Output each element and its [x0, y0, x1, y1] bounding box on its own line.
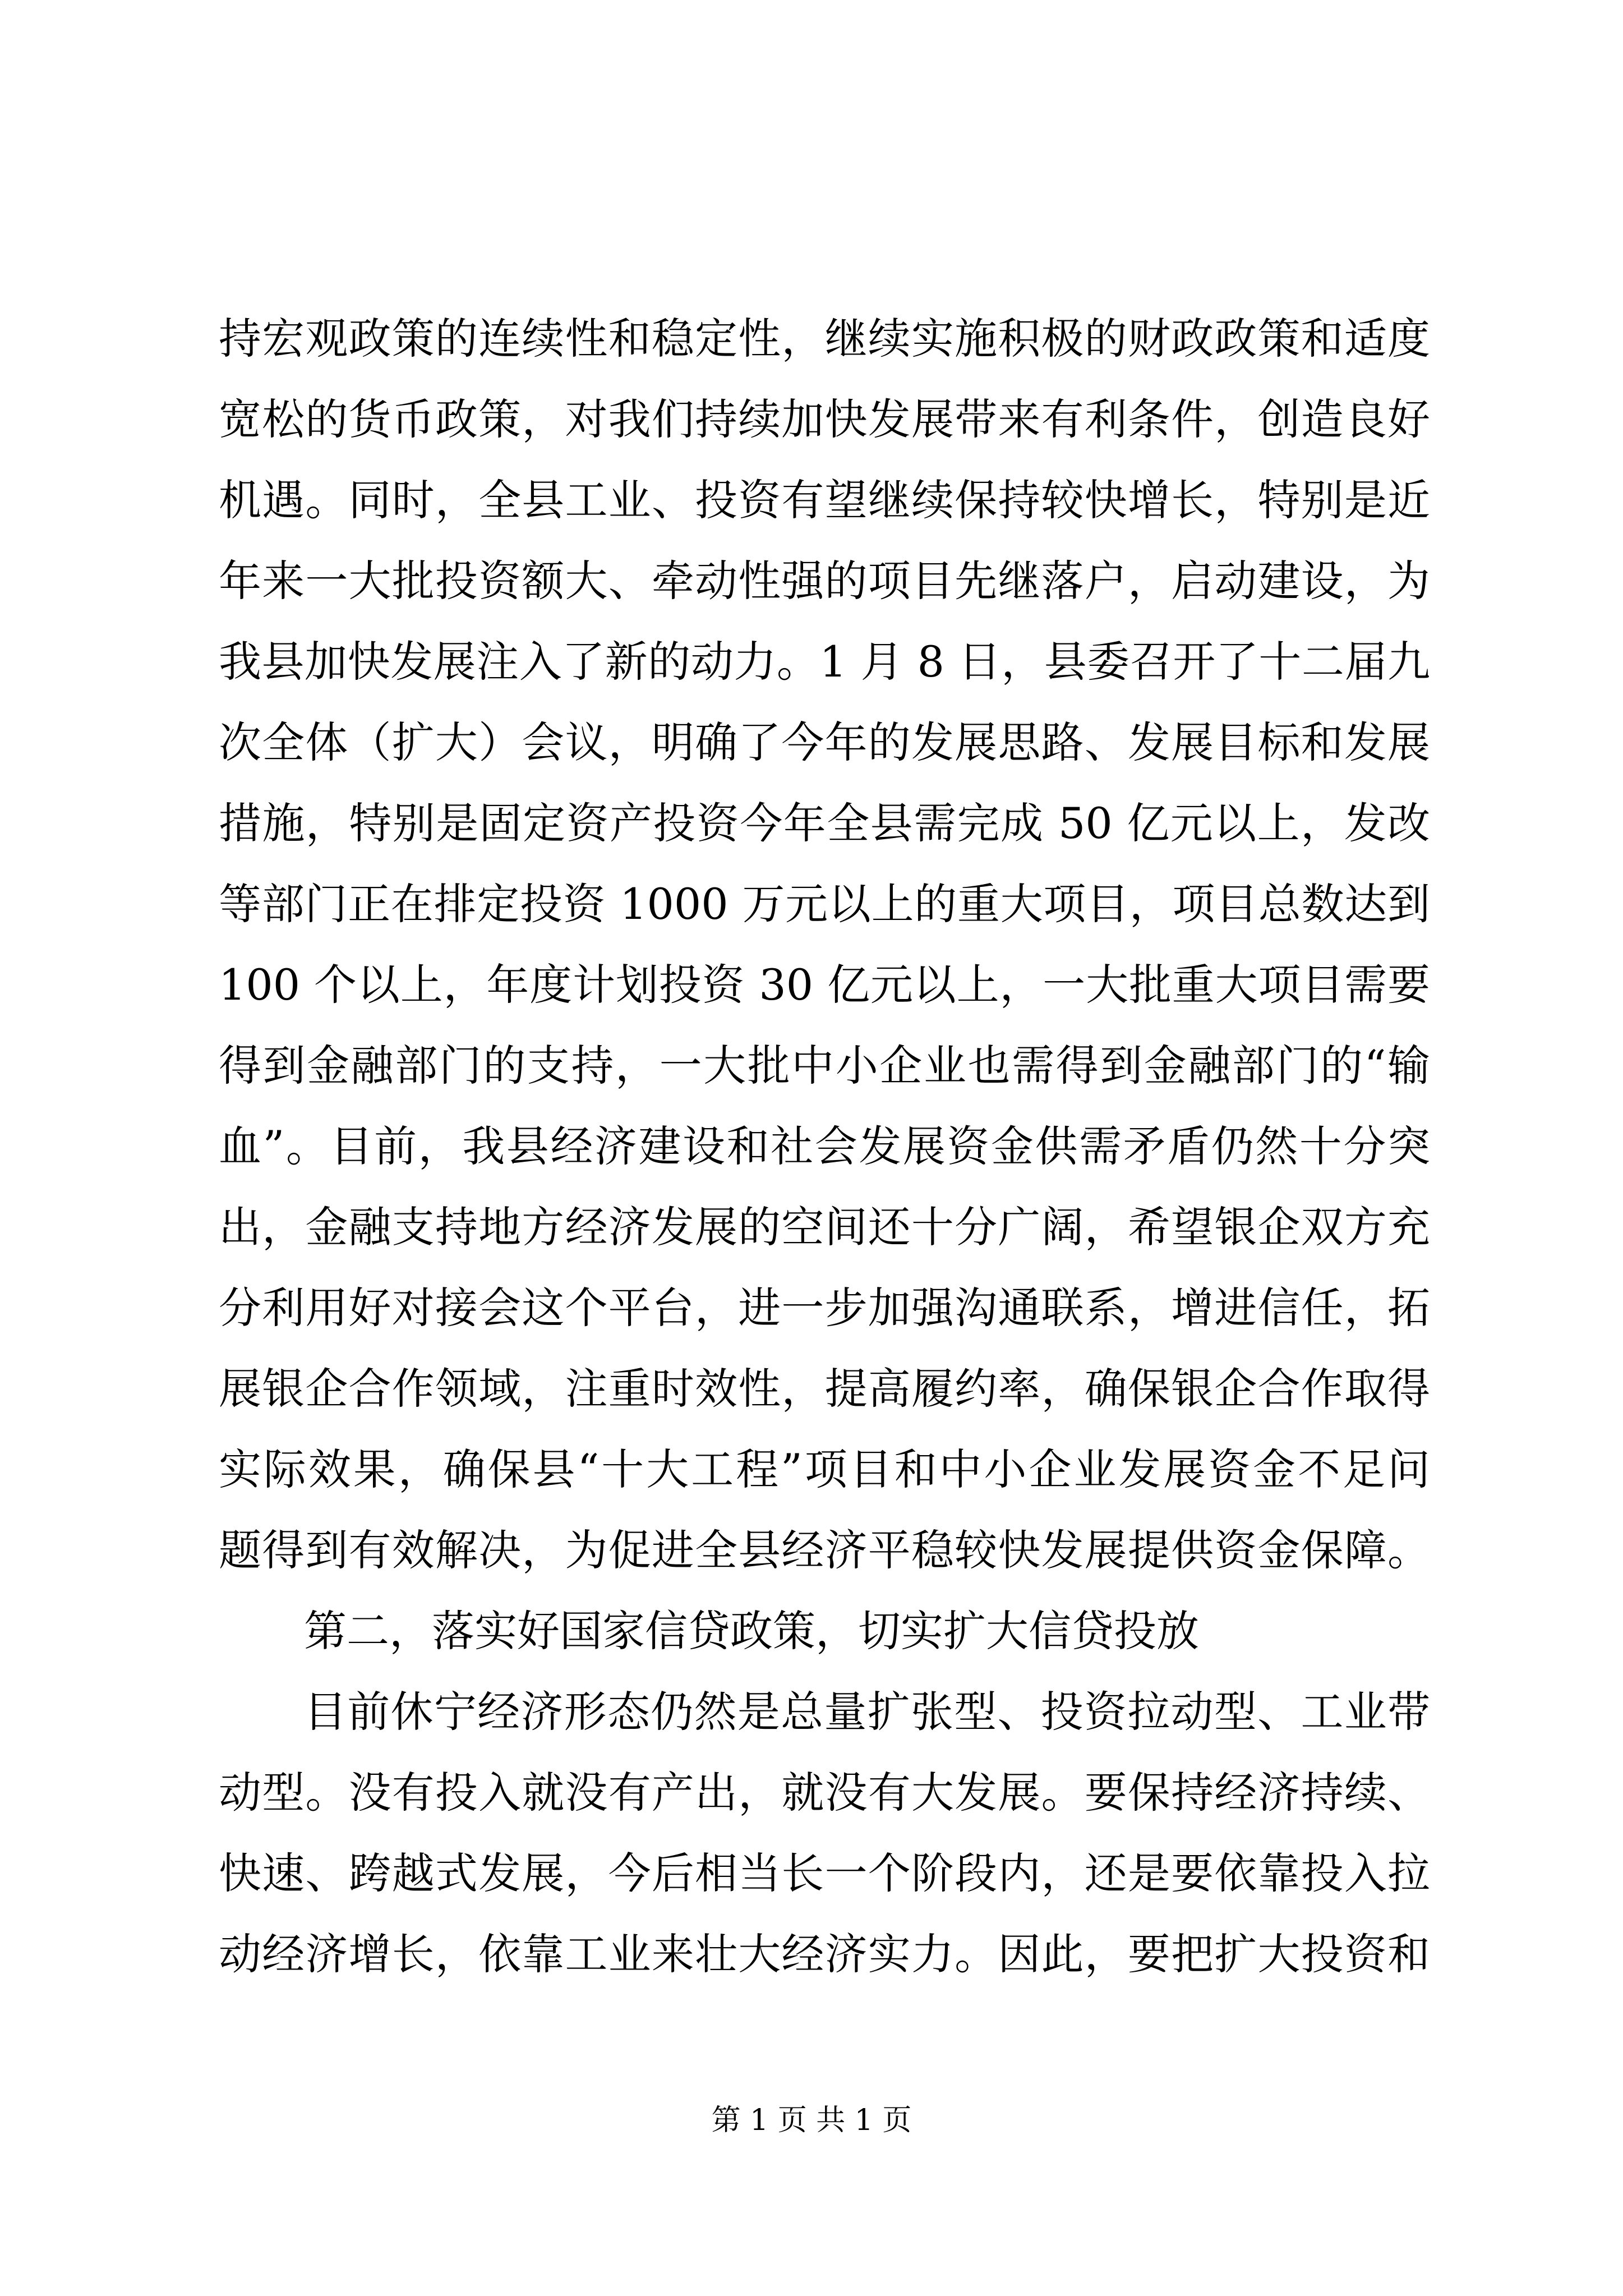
paragraph-line: 机遇。同时，全县工业、投资有望继续保持较快增长，特别是近 — [219, 475, 1430, 525]
paragraph-line: 100 个以上，年度计划投资 30 亿元以上，一大批重大项目需要 — [219, 960, 1430, 1010]
page-footer: 第 1 页 共 1 页 — [711, 2104, 912, 2137]
paragraph-line: 分利用好对接会这个平台，进一步加强沟通联系，增进信任，拓 — [219, 1283, 1430, 1333]
paragraph-line: 次全体（扩大）会议，明确了今年的发展思路、发展目标和发展 — [219, 717, 1430, 767]
paragraph-line: 得到金融部门的支持，一大批中小企业也需得到金融部门的“输 — [219, 1041, 1430, 1091]
paragraph-line: 目前休宁经济形态仍然是总量扩张型、投资拉动型、工业带 — [304, 1687, 1430, 1737]
paragraph-line: 实际效果，确保县“十大工程”项目和中小企业发展资金不足问 — [219, 1444, 1430, 1494]
paragraph-line: 措施，特别是固定资产投资今年全县需完成 50 亿元以上，发改 — [219, 798, 1430, 848]
paragraph-line: 年来一大批投资额大、牵动性强的项目先继落户，启动建设，为 — [219, 556, 1430, 606]
paragraph-line: 宽松的货币政策，对我们持续加快发展带来有利条件，创造良好 — [219, 394, 1430, 444]
paragraph-line: 出，金融支持地方经济发展的空间还十分广阔，希望银企双方充 — [219, 1202, 1430, 1252]
paragraph-line: 动型。没有投入就没有产出，就没有大发展。要保持经济持续、 — [219, 1768, 1430, 1818]
paragraph-line: 题得到有效解决，为促进全县经济平稳较快发展提供资金保障。 — [219, 1525, 1430, 1575]
paragraph-line: 动经济增长，依靠工业来壮大经济实力。因此，要把扩大投资和 — [219, 1929, 1430, 1979]
section-heading: 第二，落实好国家信贷政策，切实扩大信贷投放 — [304, 1606, 1199, 1656]
paragraph-line: 我县加快发展注入了新的动力。1 月 8 日，县委召开了十二届九 — [219, 637, 1430, 687]
paragraph-line: 快速、跨越式发展，今后相当长一个阶段内，还是要依靠投入拉 — [219, 1848, 1430, 1898]
paragraph-line: 持宏观政策的连续性和稳定性，继续实施积极的财政政策和适度 — [219, 314, 1430, 364]
paragraph-line: 血”。目前，我县经济建设和社会发展资金供需矛盾仍然十分突 — [219, 1121, 1430, 1171]
paragraph-line: 展银企合作领域，注重时效性，提高履约率，确保银企合作取得 — [219, 1364, 1430, 1414]
document-body — [219, 298, 1430, 1995]
paragraph-line: 等部门正在排定投资 1000 万元以上的重大项目，项目总数达到 — [219, 879, 1430, 929]
